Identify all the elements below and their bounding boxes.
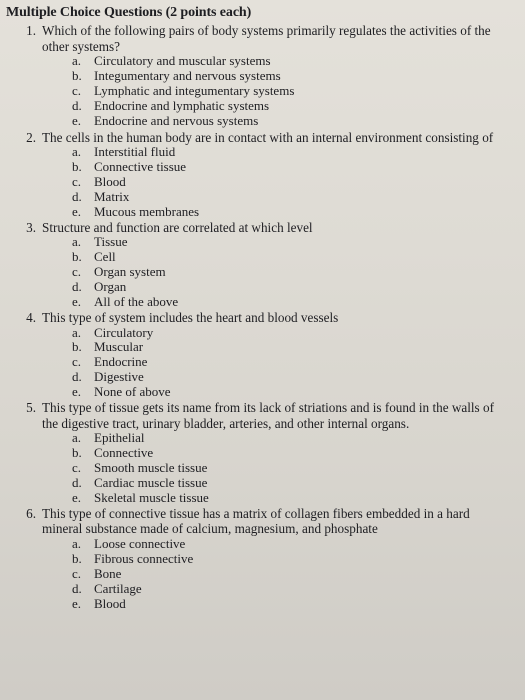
option-b — [72, 552, 511, 567]
option-letter: b. — [72, 249, 82, 265]
question-6 — [6, 506, 511, 612]
option-letter: c. — [72, 354, 82, 370]
option-c — [72, 461, 511, 476]
question-number: 4. — [26, 309, 36, 325]
option-list — [6, 145, 511, 220]
question-text: Which of the following pairs of body systems primarily regulates the activities of the other systems? — [42, 23, 491, 54]
option-d — [72, 370, 511, 385]
option-letter: e. — [72, 384, 82, 400]
option-b — [72, 160, 511, 175]
option-letter: e. — [72, 112, 82, 128]
option-e — [72, 205, 511, 220]
option-a — [72, 145, 511, 160]
question-5 — [6, 400, 511, 506]
question-number: 5. — [26, 400, 36, 416]
option-letter: a. — [72, 234, 82, 250]
question-stem — [6, 400, 511, 431]
option-d — [72, 582, 511, 597]
question-text: Structure and function are correlated at which level — [42, 219, 313, 235]
option-text: Mucous membranes — [94, 203, 200, 219]
option-letter: c. — [72, 174, 82, 190]
option-letter: a. — [72, 430, 82, 446]
option-text: Fibrous connective — [94, 550, 194, 566]
option-b — [72, 446, 511, 461]
question-text: This type of system includes the heart and blood vessels — [42, 309, 339, 325]
option-d — [72, 280, 511, 295]
option-text: Connective tissue — [94, 159, 187, 175]
question-number: 1. — [26, 23, 36, 38]
option-list — [6, 54, 511, 129]
option-letter: d. — [72, 279, 82, 295]
option-list — [6, 235, 511, 310]
option-text: Integumentary and nervous systems — [94, 68, 281, 84]
option-e — [72, 491, 511, 506]
option-c — [72, 175, 511, 190]
option-a — [72, 235, 511, 250]
option-letter: d. — [72, 580, 82, 596]
option-text: None of above — [94, 384, 171, 400]
option-e — [72, 295, 511, 310]
option-text: Smooth muscle tissue — [94, 460, 208, 476]
option-letter: b. — [72, 68, 82, 84]
option-letter: d. — [72, 475, 82, 490]
option-c — [72, 355, 511, 370]
question-stem — [6, 130, 511, 146]
question-3 — [6, 220, 511, 310]
question-text: This type of connective tissue has a matrix of collagen fibers embedded in a hard mineral substance made of calcium, magnesium, and phosphate — [42, 505, 470, 537]
option-text: Epithelial — [94, 430, 145, 446]
option-letter: d. — [72, 97, 82, 113]
option-letter: b. — [72, 550, 82, 566]
option-e — [72, 597, 511, 612]
option-a — [72, 431, 511, 446]
option-text: Organ — [94, 279, 127, 295]
question-number: 6. — [26, 505, 36, 521]
option-letter: a. — [72, 536, 82, 551]
option-text: Interstitial fluid — [94, 144, 176, 160]
option-list — [6, 537, 511, 612]
option-letter: a. — [72, 144, 82, 160]
option-text: Endocrine — [94, 354, 148, 370]
question-stem — [6, 310, 511, 326]
option-e — [72, 385, 511, 400]
question-number: 2. — [26, 129, 36, 145]
option-text: Bone — [94, 565, 122, 581]
option-letter: c. — [72, 460, 82, 476]
option-letter: c. — [72, 565, 82, 581]
option-letter: e. — [72, 595, 82, 611]
question-2 — [6, 130, 511, 220]
option-text: Blood — [94, 595, 126, 611]
option-text: Loose connective — [94, 536, 186, 551]
option-text: Digestive — [94, 369, 144, 385]
option-text: Endocrine and lymphatic systems — [94, 97, 270, 113]
option-c — [72, 567, 511, 582]
option-letter: d. — [72, 369, 82, 385]
option-e — [72, 114, 511, 129]
option-letter: b. — [72, 445, 82, 461]
question-1 — [6, 23, 511, 129]
option-text: Circulatory and muscular systems — [94, 53, 271, 69]
option-d — [72, 99, 511, 114]
option-b — [72, 69, 511, 84]
question-4 — [6, 310, 511, 400]
option-text: Cardiac muscle tissue — [94, 475, 208, 490]
option-c — [72, 265, 511, 280]
option-text: Tissue — [94, 234, 128, 250]
option-letter: e. — [72, 489, 82, 505]
option-text: Muscular — [94, 339, 144, 355]
question-text: This type of tissue gets its name from its lack of striations and is found in the walls of the digestive tract, urinary bladder, arteries, and other internal organs. — [42, 400, 494, 431]
option-letter: b. — [72, 339, 82, 355]
option-letter: c. — [72, 264, 82, 280]
option-letter: a. — [72, 324, 82, 340]
option-d — [72, 190, 511, 205]
option-text: Circulatory — [94, 324, 154, 340]
option-list — [6, 326, 511, 401]
option-b — [72, 250, 511, 265]
option-text: All of the above — [94, 294, 179, 310]
option-a — [72, 54, 511, 69]
option-letter: a. — [72, 53, 82, 69]
question-number: 3. — [26, 219, 36, 235]
question-stem — [6, 506, 511, 537]
page-title: Multiple Choice Questions (2 points each) — [6, 5, 252, 20]
option-text: Lymphatic and integumentary systems — [94, 83, 295, 98]
option-letter: b. — [72, 159, 82, 175]
option-letter: e. — [72, 203, 82, 219]
option-text: Skeletal muscle tissue — [94, 489, 209, 505]
option-text: Connective — [94, 445, 154, 461]
option-d — [72, 476, 511, 491]
option-text: Cell — [94, 249, 116, 265]
question-text: The cells in the human body are in contact with an internal environment consisting of — [42, 129, 494, 145]
option-text: Cartilage — [94, 580, 142, 596]
option-a — [72, 537, 511, 552]
question-stem — [6, 220, 511, 236]
option-b — [72, 340, 511, 355]
option-list — [6, 431, 511, 506]
option-letter: d. — [72, 189, 82, 205]
option-c — [72, 84, 511, 99]
option-text: Blood — [94, 174, 126, 190]
option-letter: c. — [72, 83, 82, 98]
option-text: Organ system — [94, 264, 166, 280]
option-letter: e. — [72, 294, 82, 310]
question-stem — [6, 23, 511, 54]
option-text: Matrix — [94, 189, 130, 205]
option-a — [72, 326, 511, 341]
option-text: Endocrine and nervous systems — [94, 112, 259, 128]
